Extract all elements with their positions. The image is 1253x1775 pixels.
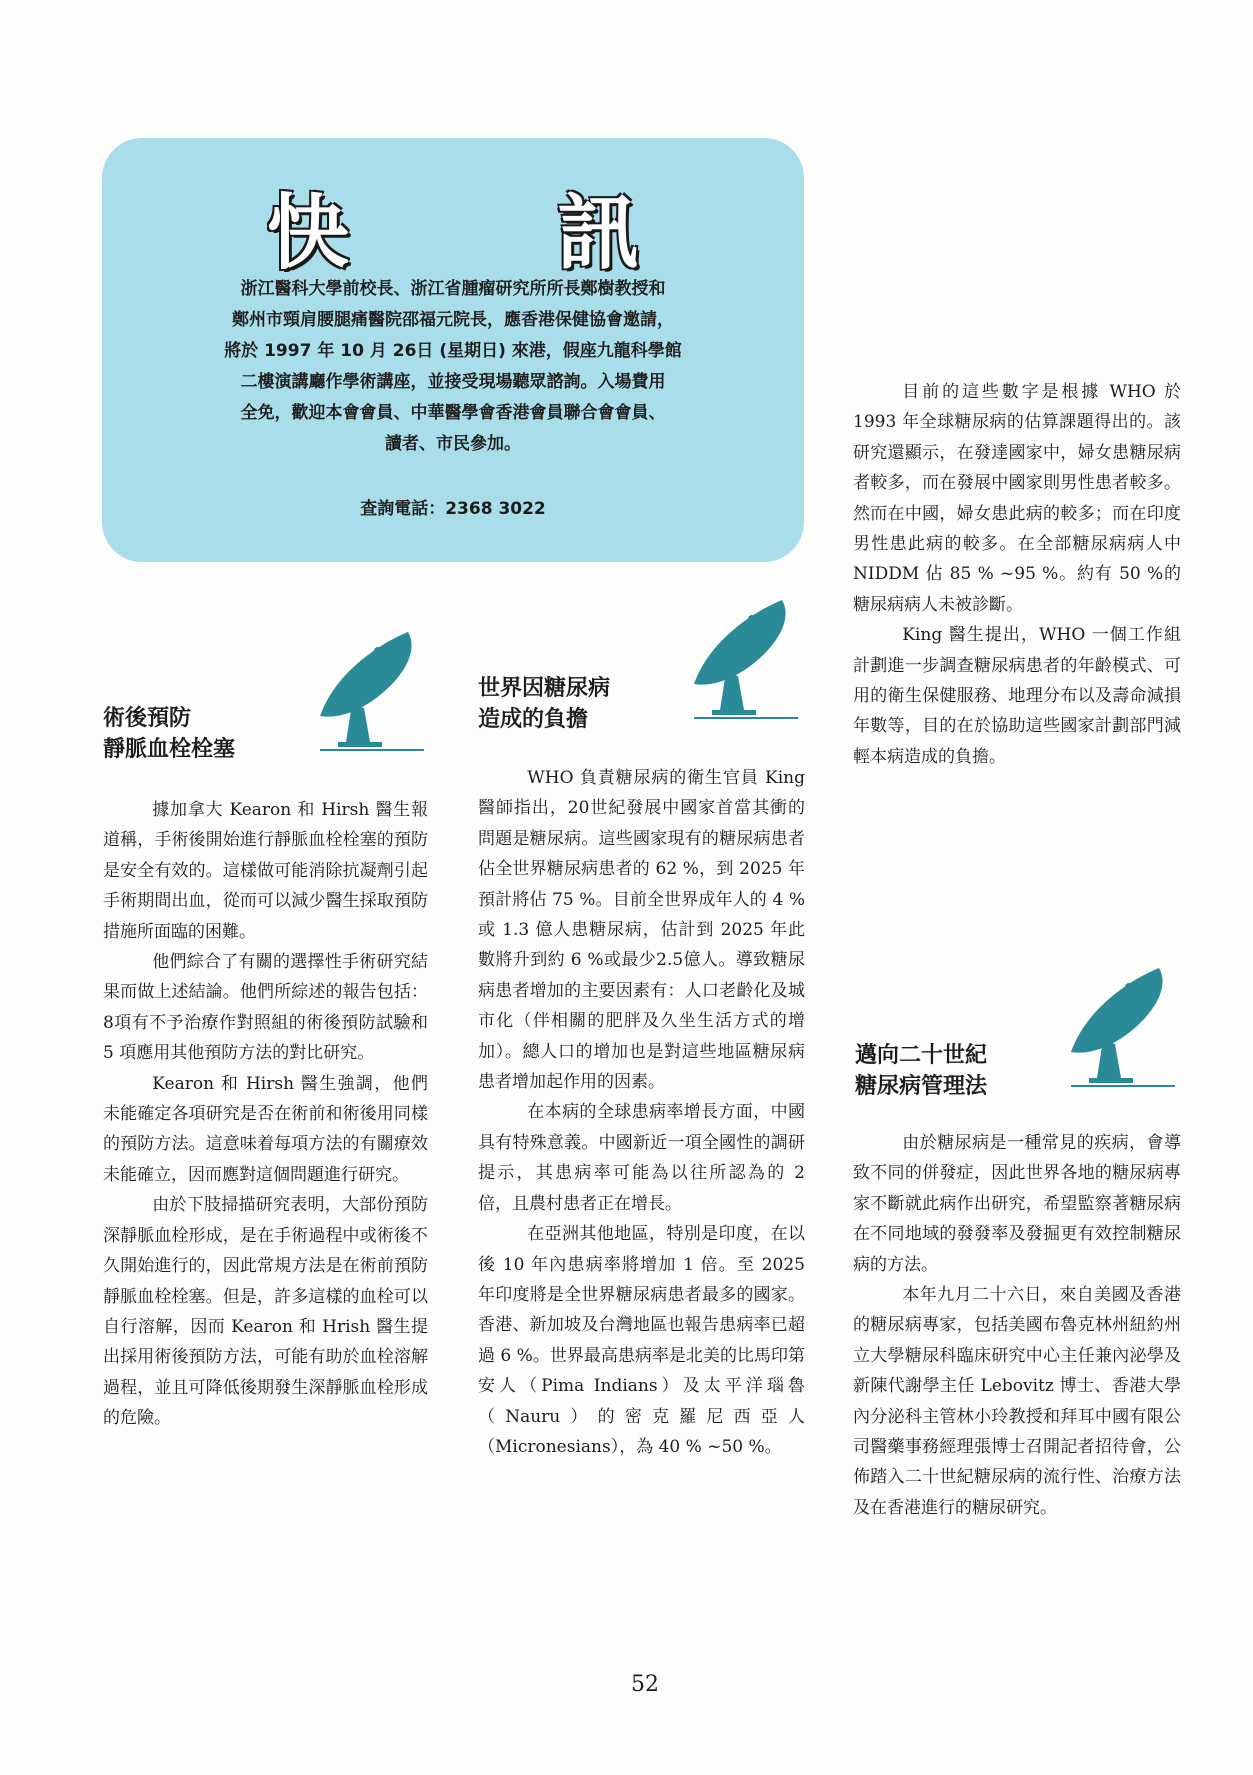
paragraph: 據加拿大 Kearon 和 Hirsh 醫生報道稱，手術後開始進行靜脈血栓栓塞的預防是安全有效的。這樣做可能消除抗凝劑引起手術期間出血，從而可以減少醫生採取預防措施所面臨的困難。 xyxy=(103,800,428,942)
news-box xyxy=(102,138,804,562)
article2-heading-line: 世界因糖尿病 xyxy=(478,676,611,701)
paragraph: 本年九月二十六日，來自美國及香港的糖尿病專家，包括美國布魯克林州紐約州立大學糖尿科臨床研究中心主任兼內泌學及新陳代謝學主任 Lebovitz 博士、香港大學內分泌科主管林小玲教授和拜耳中國有限公司醫藥事務經理張博士召開記者招待會，公佈踏入二十世紀糖尿病的流行性、治療方法及在香港進行的糖尿研究。 xyxy=(853,1285,1181,1518)
paragraph: 在亞洲其他地區，特別是印度，在以後 10 年內患病率將增加 1 倍。至 2025 年印度將是全世界糖尿病患者最多的國家。香港、新加坡及台灣地區也報告患病率已超過 6 %。世界最高患病率是北美的比馬印第安人（Pima Indians）及太平洋瑙魯（Nauru）的密克羅尼西亞人（Micronesians），為 40 % ~50 %。 xyxy=(478,1224,805,1457)
article2-text xyxy=(478,763,805,1462)
paragraph: 他們綜合了有關的選擇性手術研究結果而做上述結論。他們所綜述的報告包括：8項有不予治療作對照組的術後預防試驗和 5 項應用其他預防方法的對比研究。 xyxy=(103,952,428,1064)
article2-heading-line: 造成的負擔 xyxy=(478,707,589,732)
satellite-dish-icon xyxy=(1063,960,1183,1098)
article4-heading-line: 糖尿病管理法 xyxy=(855,1074,988,1099)
paragraph: 在本病的全球患病率增長方面，中國具有特殊意義。中國新近一項全國性的調研提示，其患病率可能為以往所認為的 2 倍，且農村患者正在增長。 xyxy=(478,1102,805,1214)
satellite-dish-icon xyxy=(686,592,806,730)
news-line: 讀者、市民參加。 xyxy=(385,434,521,454)
paragraph: 目前的這些數字是根據 WHO 於 1993 年全球糖尿病的估算課題得出的。該研究還顯示，在發達國家中，婦女患糖尿病者較多，而在發展中國家則男性患者較多。然而在中國，婦女患此病的較多；而在印度男性患此病的較多。在全部糖尿病病人中 NIDDM 佔 85 % ~95 %。約有 50 %的糖尿病病人未被診斷。 xyxy=(853,382,1181,615)
paragraph: Kearon 和 Hirsh 醫生強調，他們未能確定各項研究是否在術前和術後用同樣的預防方法。這意味着每項方法的有關療效未能確立，因而應對這個問題進行研究。 xyxy=(103,1073,428,1185)
paragraph: 由於糖尿病是一種常見的疾病，會導致不同的併發症，因此世界各地的糖尿病專家不斷就此病作出研究，希望監察著糖尿病在不同地域的發發率及發掘更有效控制糖尿病的方法。 xyxy=(853,1133,1181,1275)
news-phone: 查詢電話：2368 3022 xyxy=(360,499,546,519)
article1-heading-line: 術後預防 xyxy=(103,706,192,731)
article2-heading xyxy=(478,673,610,735)
paragraph: King 醫生提出，WHO 一個工作組計劃進一步調查糖尿病患者的年齡模式、可用的衛生保健服務、地理分布以及壽命減損年數等，目的在於協助這些國家計劃部門減輕本病造成的負擔。 xyxy=(853,625,1181,767)
news-line: 全免，歡迎本會會員、中華醫學會香港會員聯合會會員、 xyxy=(240,403,666,423)
article1-text xyxy=(103,795,428,1434)
article1-heading xyxy=(103,703,235,765)
news-body xyxy=(142,274,764,460)
article4-heading xyxy=(855,1040,987,1102)
article4-heading-line: 邁向二十世紀 xyxy=(855,1043,988,1068)
article3-text xyxy=(853,377,1181,772)
article4-text xyxy=(853,1128,1181,1523)
page-number: 52 xyxy=(631,1672,659,1697)
news-line: 浙江醫科大學前校長、浙江省腫瘤研究所所長鄭樹教授和 xyxy=(240,279,666,299)
article1-heading-line: 靜脈血栓栓塞 xyxy=(103,737,236,762)
paragraph: 由於下肢掃描研究表明，大部份預防深靜脈血栓形成，是在手術過程中或術後不久開始進行的，因此常規方法是在術前預防靜脈血栓栓塞。但是，許多這樣的血栓可以自行溶解，因而 Kearon 和 Hrish 醫生提出採用術後預防方法，可能有助於血栓溶解過程，並且可降低後期發生深靜脈血栓形成的危險。 xyxy=(103,1195,428,1429)
paragraph: WHO 負責糖尿病的衛生官員 King 醫師指出，20世紀發展中國家首當其衝的問題是糖尿病。這些國家現有的糖尿病患者佔全世界糖尿病患者的 62 %，到 2025 年預計將佔 75 %。目前全世界成年人的 4 %或 1.3 億人患糖尿病，估計到 2025 年此數將升到約 6 %或最少2.5億人。導致糖尿病患者增加的主要因素有：人口老齡化及城市化（伴相關的肥胖及久坐生活方式的增加）。總人口的增加也是對這些地區糖尿病患者增加起作用的因素。 xyxy=(478,768,805,1093)
news-title: 快 訊 xyxy=(266,186,730,281)
news-line: 二樓演講廳作學術講座，並接受現場聽眾諮詢。入場費用 xyxy=(240,372,666,392)
news-line: 將於 1997 年 10 月 26日 (星期日) 來港，假座九龍科學館 xyxy=(224,341,682,361)
satellite-dish-icon xyxy=(312,624,432,762)
news-line: 鄭州市頸肩腰腿痛醫院邵福元院長，應香港保健協會邀請， xyxy=(232,310,674,330)
